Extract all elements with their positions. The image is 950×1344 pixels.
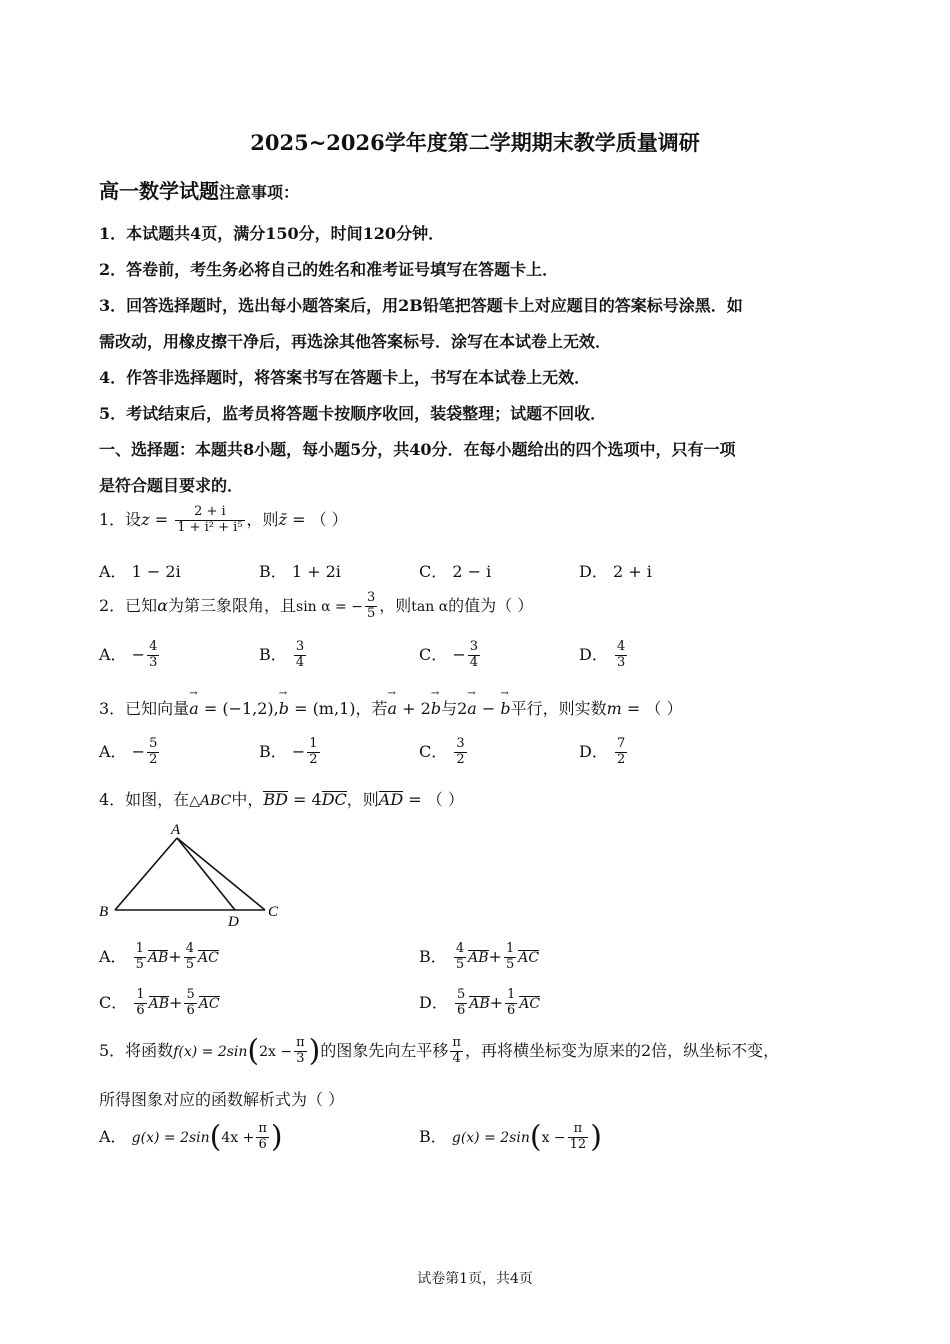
q4-mid: 中， [231, 790, 264, 809]
q2-option-d: D． $\frac{4}{3}$ [579, 639, 626, 670]
q1-var: z [141, 509, 150, 529]
triangle-figure [95, 818, 295, 930]
q1-num: 2 + i [175, 505, 244, 521]
vertex-d-label: D [228, 914, 239, 930]
q2-prefix: 2．已知 [99, 595, 158, 615]
q3-mid2: 与2 [441, 699, 468, 718]
q5-inner: 2x − [259, 1043, 293, 1060]
vertex-b-label: B [99, 904, 109, 920]
q5-end: ，再将横坐标变为原来的2倍，纵坐标不变， [464, 1040, 780, 1060]
q2-alpha: α [157, 595, 168, 615]
q3-option-a: A． − $\frac{5}{2}$ [99, 736, 158, 767]
q3-expr1: + 2 [397, 699, 431, 718]
notice-1: 1．本试题共4页，满分150分，时间120分钟． [99, 224, 445, 243]
vertex-c-label: C [268, 904, 279, 920]
q5-prefix: 5．将函数 [99, 1040, 174, 1060]
q1-option-b: B． 1 + 2i [259, 562, 341, 581]
q5-function: f(x) = 2sin [173, 1043, 248, 1060]
q3-option-b: B． − $\frac{1}{2}$ [259, 736, 318, 767]
q5-option-b: B． g(x) = 2sin(x − $\frac{\pi}{12}$ ) [419, 1119, 602, 1155]
q3-vec-b-2: → b [431, 699, 441, 718]
q2-fraction: $\frac{3}{5}$ [366, 590, 376, 621]
q4-vec-dc: DC [321, 790, 347, 809]
q1-option-a: A． 1 − 2i [99, 562, 181, 581]
q4-option-b: B． $\frac{4}{5}$ AB+ $\frac{1}{5}$ AC [419, 941, 540, 972]
q3-vec-b-3: → b [500, 699, 510, 718]
q5-option-a: A． g(x) = 2sin(4x + $\frac{\pi}{6}$ ) [99, 1119, 283, 1155]
subject-title: 高一数学试题 [99, 179, 219, 203]
exam-title: 2025~2026学年度第二学期期末教学质量调研 [250, 130, 700, 155]
q4-triangle: △ABC [189, 793, 232, 809]
q4-option-a: A． $\frac{1}{5}$ AB+ $\frac{4}{5}$ AC [99, 941, 219, 972]
q3-option-d: D． $\frac{7}{2}$ [579, 736, 626, 767]
q3-vec-a-2: → a [388, 699, 398, 718]
q3-mid: ，若 [355, 699, 388, 718]
section-heading: 一、选择题：本题共8小题，每小题5分，共40分．在每小题给出的四个选项中，只有一项 [99, 440, 736, 459]
q2-option-b: B． $\frac{3}{4}$ [259, 639, 305, 670]
q4-then: ，则 [346, 790, 379, 809]
q2-option-c: C． − $\frac{3}{4}$ [419, 639, 479, 670]
q3-expr2: − [476, 699, 501, 718]
q1-eq: = [149, 509, 174, 529]
subject-line [99, 175, 299, 204]
q1-zbar: z̄ [278, 509, 287, 529]
question-3 [99, 696, 682, 719]
q4-vec-bd: BD [263, 790, 288, 809]
q4-option-c: C． $\frac{1}{6}$ AB+ $\frac{5}{6}$ AC [99, 987, 220, 1018]
question-2 [99, 591, 533, 622]
q2-suffix: ，则 [379, 595, 412, 615]
q3-prefix: 3．已知向量 [99, 699, 190, 718]
q5-mid: 的图象先向左平移 [320, 1040, 449, 1060]
q3-vec-a-3: → a [467, 699, 477, 718]
q4-vec-ad: AD [378, 790, 404, 809]
q1-answer-blank: = （ ） [286, 509, 348, 529]
q4-end: = （ ） [403, 790, 464, 809]
q4-option-d: D． $\frac{5}{6}$ AB+ $\frac{1}{6}$ AC [419, 987, 541, 1018]
q3-eq: = （ ） [621, 699, 683, 718]
notice-5: 5．考试结束后，监考员将答题卡按顺序收回，装袋整理；试题不回收． [99, 404, 607, 423]
question-5: 5．将函数f(x) = 2sin(2x − $\frac{\pi}{3}$ )的图象先向左平移 $\frac{\pi}{4}$ ，再将横坐标变为原来的2倍，纵坐标不变， [99, 1033, 780, 1069]
q3-option-c: C． $\frac{3}{2}$ [419, 736, 465, 767]
q2-end: 的值为（ ） [448, 595, 534, 615]
question-1 [99, 505, 348, 536]
q1-fraction [175, 505, 244, 536]
notice-2: 2．答卷前，考生务必将自己的姓名和准考证号填写在答题卡上． [99, 260, 559, 279]
section-heading-cont: 是符合题目要求的． [99, 476, 244, 495]
q2-tan: tan α [411, 598, 449, 615]
q4-eq: = 4 [287, 790, 322, 809]
notice-3-cont: 需改动，用橡皮擦干净后，再选涂其他答案标号．涂写在本试卷上无效． [99, 332, 612, 351]
notice-heading: 注意事项： [219, 183, 300, 202]
page-footer: 试卷第1页，共4页 [417, 1271, 533, 1287]
q3-b-value: = (m,1) [288, 699, 356, 718]
q2-mid: 为第三象限角，且 [168, 595, 297, 615]
q3-vec-a: → a [189, 699, 199, 718]
q2-option-a: A． − $\frac{4}{3}$ [99, 639, 158, 670]
notice-4: 4．作答非选择题时，将答案书写在答题卡上，书写在本试卷上无效． [99, 368, 591, 387]
notice-3: 3．回答选择题时，选出每小题答案后，用2B铅笔把答题卡上对应题目的答案标号涂黑．如 [99, 296, 743, 315]
q2-sin: sin α = − [296, 598, 363, 615]
question-5-cont: 所得图象对应的函数解析式为（ ） [99, 1090, 345, 1109]
q1-option-c: C． 2 − i [419, 562, 492, 581]
q4-prefix: 4．如图，在 [99, 790, 190, 809]
q3-a-value: = (−1,2), [198, 699, 279, 718]
q1-option-d: D． 2 + i [579, 562, 652, 581]
q1-suffix: ，则 [246, 509, 279, 529]
q1-prefix: 1．设 [99, 509, 142, 529]
question-4 [99, 787, 464, 810]
q3-m: m [606, 699, 622, 718]
q3-vec-b: → b [279, 699, 289, 718]
q3-end: 平行，则实数 [510, 699, 607, 718]
q1-den: 1 + i² + i⁵ [177, 519, 243, 535]
vertex-a-label: A [171, 822, 181, 838]
